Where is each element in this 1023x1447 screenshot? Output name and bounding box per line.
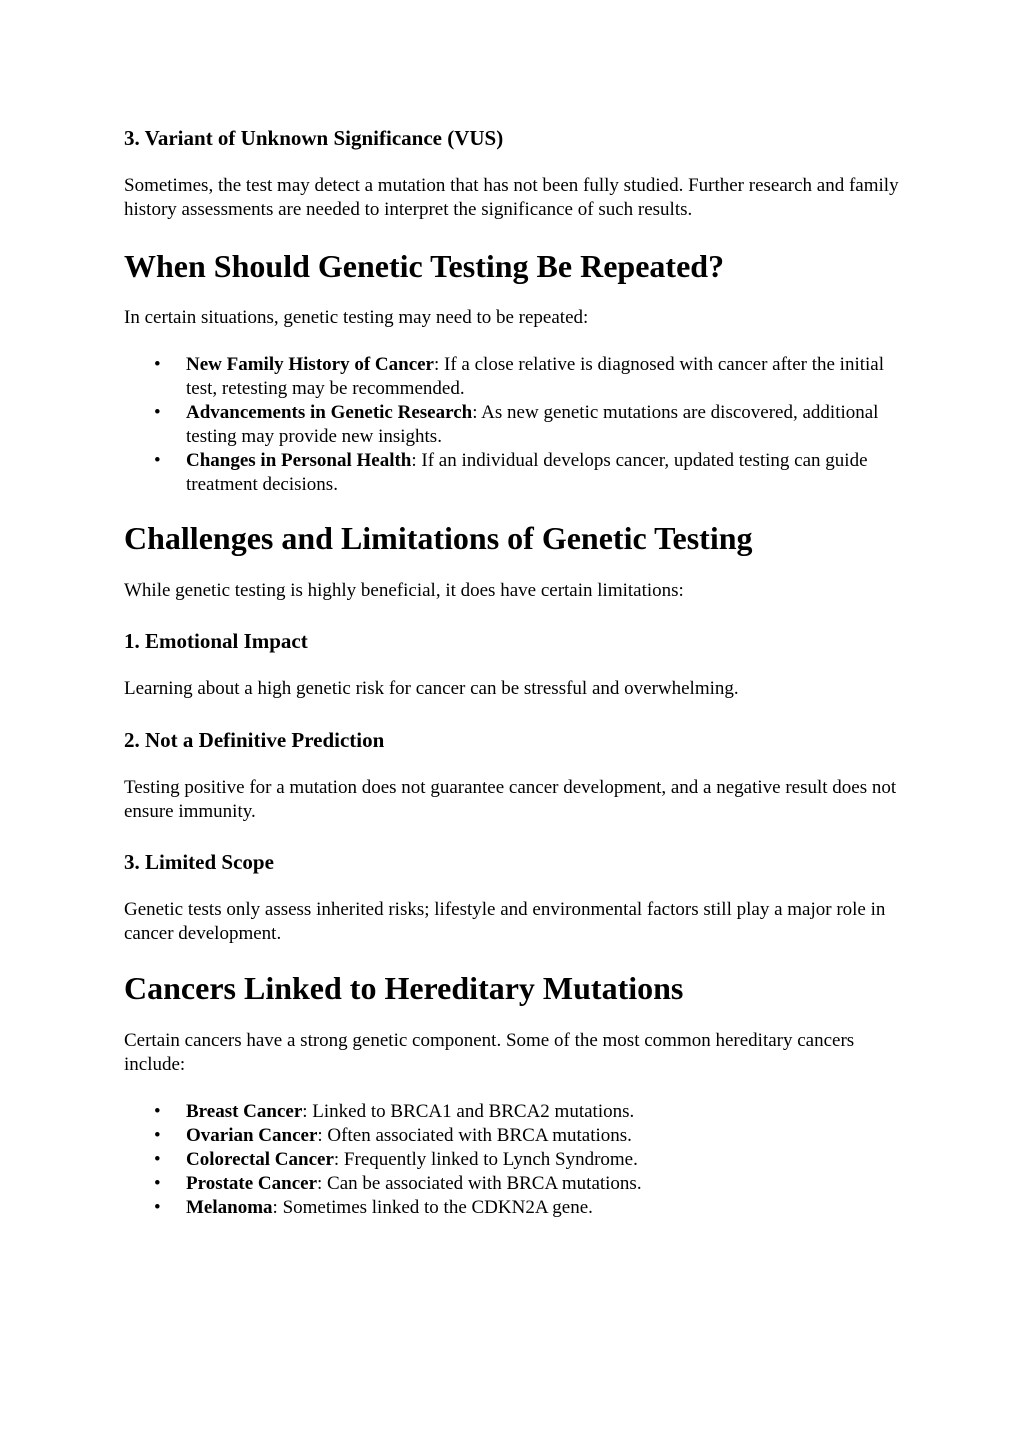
list-item-term: Breast Cancer xyxy=(186,1101,303,1122)
bullet-icon: • xyxy=(154,354,161,375)
limit-heading-scope: 3. Limited Scope xyxy=(124,850,274,874)
list-item xyxy=(124,1124,904,1148)
list-item-text: : Sometimes linked to the CDKN2A gene. xyxy=(272,1197,593,1218)
list-item xyxy=(124,401,904,449)
list-item-term: Advancements in Genetic Research xyxy=(186,402,473,423)
bullet-icon: • xyxy=(154,1173,161,1194)
list-item-term: Prostate Cancer xyxy=(186,1173,318,1194)
list-item xyxy=(124,1100,904,1124)
list-item xyxy=(124,1196,904,1220)
list-item-text: : Often associated with BRCA mutations. xyxy=(317,1125,632,1146)
list-item-term: Colorectal Cancer xyxy=(186,1149,334,1170)
list-item xyxy=(124,1148,904,1172)
list-item xyxy=(124,353,904,401)
cancers-intro: Certain cancers have a strong genetic component. Some of the most common hereditary cancers include: xyxy=(124,1030,855,1075)
limit-text-emotional: Learning about a high genetic risk for cancer can be stressful and overwhelming. xyxy=(124,678,739,699)
bullet-icon: • xyxy=(154,1197,161,1218)
limits-heading: Challenges and Limitations of Genetic Testing xyxy=(124,520,753,556)
list-item-text: : If a close relative is diagnosed with cancer after the initial test, retesting may be recommended. xyxy=(186,354,885,399)
cancers-list xyxy=(124,1100,904,1220)
list-item-text: : Frequently linked to Lynch Syndrome. xyxy=(333,1149,638,1170)
cancers-heading: Cancers Linked to Hereditary Mutations xyxy=(124,970,684,1006)
repeat-heading: When Should Genetic Testing Be Repeated? xyxy=(124,248,725,284)
vus-heading: 3. Variant of Unknown Significance (VUS) xyxy=(124,126,504,150)
limits-intro: While genetic testing is highly beneficial, it does have certain limitations: xyxy=(124,580,684,601)
vus-paragraph: Sometimes, the test may detect a mutation that has not been fully studied. Further research and family history assessments are needed to interpret the significance of such results. xyxy=(124,175,899,220)
list-item-text: : Linked to BRCA1 and BRCA2 mutations. xyxy=(302,1101,635,1122)
list-item-term: New Family History of Cancer xyxy=(186,354,434,375)
limit-text-prediction: Testing positive for a mutation does not guarantee cancer development, and a negative result does not ensure immunity. xyxy=(124,777,897,822)
bullet-icon: • xyxy=(154,450,161,471)
repeat-intro: In certain situations, genetic testing may need to be repeated: xyxy=(124,307,589,328)
list-item xyxy=(124,1172,904,1196)
list-item-text: : If an individual develops cancer, updated testing can guide treatment decisions. xyxy=(186,450,868,495)
list-item-term: Melanoma xyxy=(186,1197,273,1218)
limit-heading-prediction: 2. Not a Definitive Prediction xyxy=(124,728,385,752)
list-item-term: Changes in Personal Health xyxy=(186,450,412,471)
bullet-icon: • xyxy=(154,1149,161,1170)
list-item-text: : Can be associated with BRCA mutations. xyxy=(317,1173,642,1194)
list-item-text: : As new genetic mutations are discovered, additional testing may provide new insights. xyxy=(186,402,879,447)
list-item-term: Ovarian Cancer xyxy=(186,1125,318,1146)
list-item xyxy=(124,449,904,497)
repeat-list xyxy=(124,353,904,497)
limit-text-scope: Genetic tests only assess inherited risks; lifestyle and environmental factors still play a major role in cancer development. xyxy=(124,899,886,944)
bullet-icon: • xyxy=(154,1125,161,1146)
bullet-icon: • xyxy=(154,402,161,423)
limit-heading-emotional: 1. Emotional Impact xyxy=(124,629,308,653)
bullet-icon: • xyxy=(154,1101,161,1122)
